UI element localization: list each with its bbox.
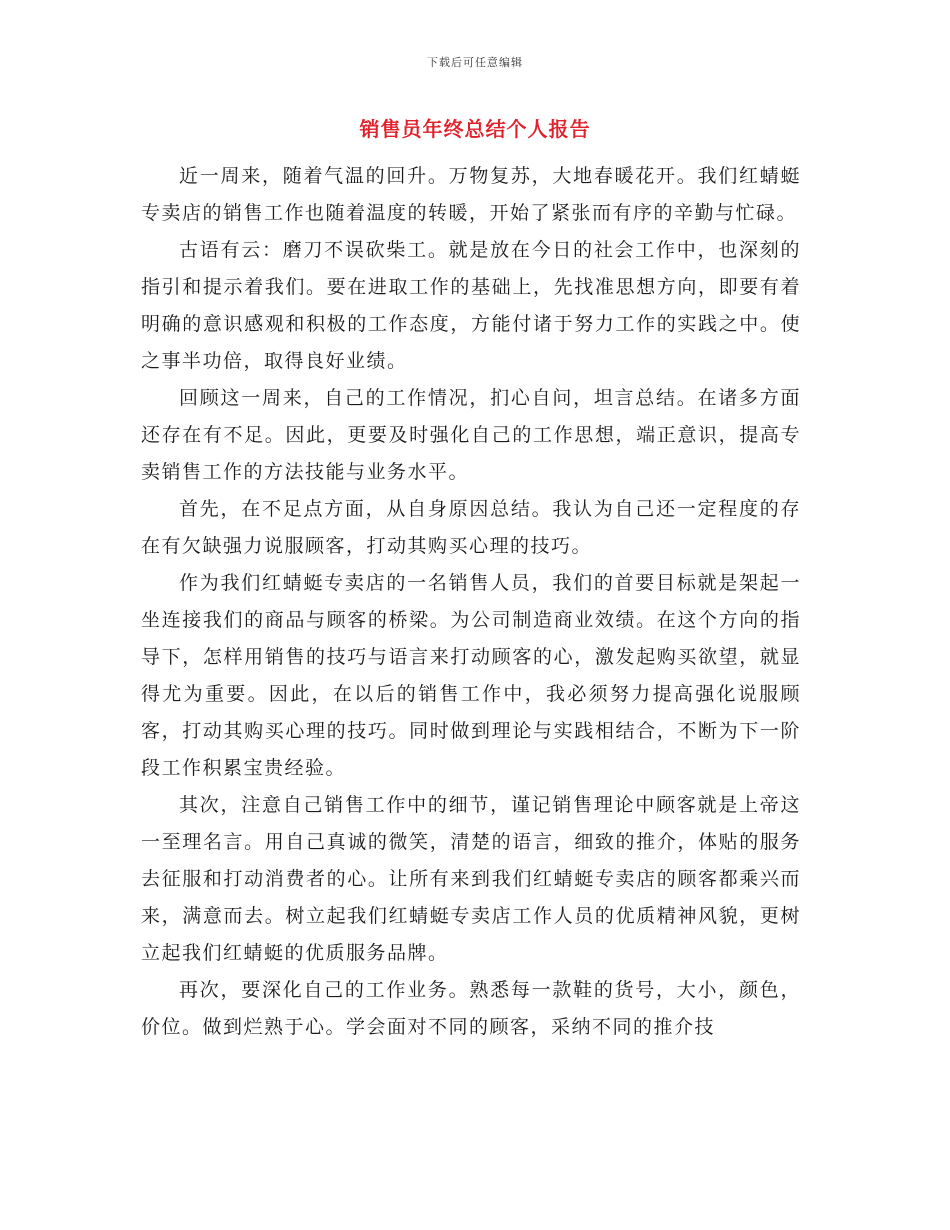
header-note: 下载后可任意编辑 <box>427 56 523 69</box>
paragraph: 再次，要深化自己的工作业务。熟悉每一款鞋的货号，大小，颜色，价位。做到烂熟于心。学会面对不同的顾客，采纳不同的推介技 <box>141 979 801 1038</box>
document-body <box>141 158 801 1046</box>
paragraph: 近一周来，随着气温的回升。万物复苏，大地春暖花开。我们红蜻蜓专卖店的销售工作也随着温度的转暖，开始了紧张而有序的辛勤与忙碌。 <box>141 165 801 224</box>
paragraph: 其次，注意自己销售工作中的细节，谨记销售理论中顾客就是上帝这一至理名言。用自己真诚的微笑，清楚的语言，细致的推介，体贴的服务去征服和打动消费者的心。让所有来到我们红蜻蜓专卖店的顾客都乘兴而来，满意而去。树立起我们红蜻蜓专卖店工作人员的优质精神风貌，更树立起我们红蜻蜓的优质服务品牌。 <box>141 794 801 964</box>
paragraph: 回顾这一周来，自己的工作情况，扪心自问，坦言总结。在诸多方面还存在有不足。因此，更要及时强化自己的工作思想，端正意识，提高专卖销售工作的方法技能与业务水平。 <box>141 387 801 483</box>
paragraph: 作为我们红蜻蜓专卖店的一名销售人员，我们的首要目标就是架起一坐连接我们的商品与顾客的桥梁。为公司制造商业效绩。在这个方向的指导下，怎样用销售的技巧与语言来打动顾客的心，激发起购买欲望，就显得尤为重要。因此，在以后的销售工作中，我必须努力提高强化说服顾客，打动其购买心理的技巧。同时做到理论与实践相结合，不断为下一阶段工作积累宝贵经验。 <box>141 572 801 779</box>
document-title: 销售员年终总结个人报告 <box>359 117 591 141</box>
paragraph: 首先，在不足点方面，从自身原因总结。我认为自己还一定程度的存在有欠缺强力说服顾客，打动其购买心理的技巧。 <box>141 498 801 557</box>
paragraph: 古语有云：磨刀不误砍柴工。就是放在今日的社会工作中，也深刻的指引和提示着我们。要在进取工作的基础上，先找准思想方向，即要有着明确的意识感观和积极的工作态度，方能付诸于努力工作的实践之中。使之事半功倍，取得良好业绩。 <box>141 239 801 372</box>
